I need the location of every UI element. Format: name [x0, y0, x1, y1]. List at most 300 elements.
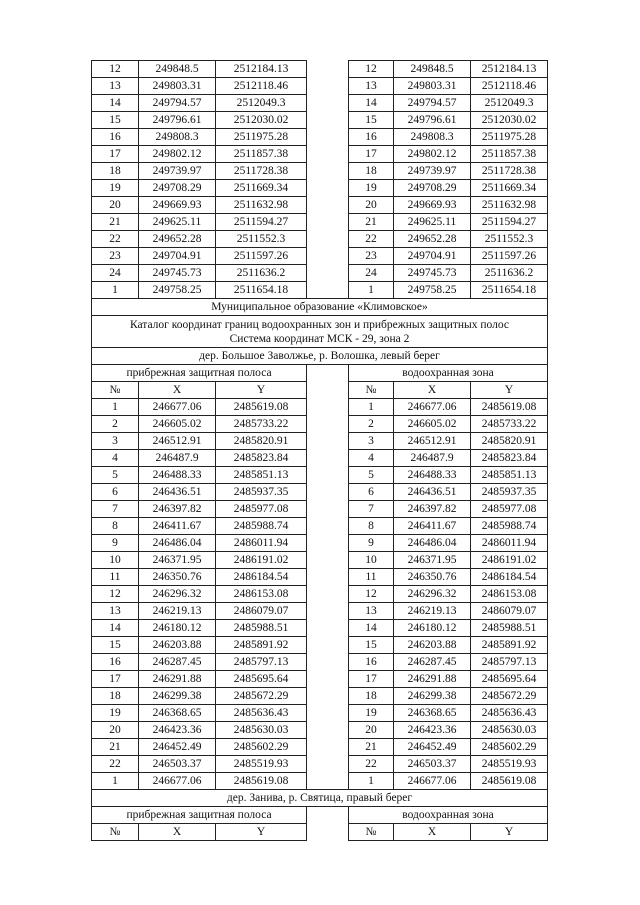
document-page [91, 60, 547, 841]
point-num: 22 [349, 756, 394, 773]
table-spacer [307, 248, 349, 265]
x-value: 246397.82 [139, 501, 216, 518]
table-spacer [307, 231, 349, 248]
col-header-num: № [92, 824, 139, 841]
point-num: 11 [92, 569, 139, 586]
point-num: 12 [92, 61, 139, 78]
point-num: 17 [349, 146, 394, 163]
y-value: 2511636.2 [471, 265, 548, 282]
x-value: 246299.38 [139, 688, 216, 705]
section2-title: дер. Занива, р. Святица, правый берег [92, 790, 548, 807]
table-row [92, 467, 548, 484]
col-header-num: № [92, 382, 139, 399]
y-value: 2485695.64 [471, 671, 548, 688]
point-num: 1 [349, 282, 394, 299]
x-value: 246411.67 [139, 518, 216, 535]
table-row [92, 129, 548, 146]
x-value: 249808.3 [394, 129, 471, 146]
point-num: 1 [92, 773, 139, 790]
y-value: 2511669.34 [471, 180, 548, 197]
x-value: 246488.33 [394, 467, 471, 484]
point-num: 5 [349, 467, 394, 484]
point-num: 7 [92, 501, 139, 518]
y-value: 2485519.93 [471, 756, 548, 773]
x-value: 249745.73 [139, 265, 216, 282]
x-value: 249808.3 [139, 129, 216, 146]
y-value: 2485937.35 [216, 484, 307, 501]
point-num: 10 [349, 552, 394, 569]
x-value: 246397.82 [394, 501, 471, 518]
y-value: 2512118.46 [216, 78, 307, 95]
x-value: 249708.29 [394, 180, 471, 197]
x-value: 246436.51 [139, 484, 216, 501]
section1-title: дер. Большое Заволжье, р. Волошка, левый берег [92, 348, 548, 365]
point-num: 7 [349, 501, 394, 518]
point-num: 16 [92, 654, 139, 671]
table-spacer [307, 78, 349, 95]
y-value: 2511728.38 [216, 163, 307, 180]
x-value: 246423.36 [139, 722, 216, 739]
point-num: 12 [92, 586, 139, 603]
y-value: 2511857.38 [216, 146, 307, 163]
x-value: 249625.11 [139, 214, 216, 231]
x-value: 246291.88 [139, 671, 216, 688]
table-row [92, 146, 548, 163]
y-value: 2485602.29 [471, 739, 548, 756]
col-header-y: Y [471, 824, 548, 841]
x-value: 246350.76 [139, 569, 216, 586]
table-row [92, 163, 548, 180]
x-value: 246677.06 [394, 773, 471, 790]
x-value: 249848.5 [139, 61, 216, 78]
col-header-x: X [394, 382, 471, 399]
table-row [92, 61, 548, 78]
y-value: 2485619.08 [471, 399, 548, 416]
x-value: 246180.12 [139, 620, 216, 637]
y-value: 2485820.91 [216, 433, 307, 450]
table-spacer [307, 535, 349, 552]
x-value: 246219.13 [394, 603, 471, 620]
point-num: 19 [349, 180, 394, 197]
table-row [92, 112, 548, 129]
x-value: 246371.95 [394, 552, 471, 569]
section2-right-label: водоохранная зона [349, 807, 548, 824]
table-spacer [307, 773, 349, 790]
y-value: 2485695.64 [216, 671, 307, 688]
point-num: 11 [349, 569, 394, 586]
x-value: 246503.37 [139, 756, 216, 773]
y-value: 2485851.13 [471, 467, 548, 484]
y-value: 2511636.2 [216, 265, 307, 282]
table-row [92, 78, 548, 95]
point-num: 14 [349, 620, 394, 637]
point-num: 19 [349, 705, 394, 722]
catalog-line-2: Система координат МСК - 29, зона 2 [229, 332, 410, 345]
point-num: 18 [349, 163, 394, 180]
point-num: 10 [92, 552, 139, 569]
x-value: 246368.65 [394, 705, 471, 722]
table-row [92, 773, 548, 790]
table-spacer [307, 756, 349, 773]
table-spacer [307, 824, 349, 841]
table-row [92, 484, 548, 501]
x-value: 246677.06 [139, 399, 216, 416]
table-spacer [307, 61, 349, 78]
table-row [92, 450, 548, 467]
point-num: 22 [349, 231, 394, 248]
x-value: 249796.61 [394, 112, 471, 129]
y-value: 2511632.98 [471, 197, 548, 214]
y-value: 2485820.91 [471, 433, 548, 450]
table-row [92, 282, 548, 299]
y-value: 2485988.74 [471, 518, 548, 535]
section1-left-label: прибрежная защитная полоса [92, 365, 307, 382]
col-header-num: № [349, 824, 394, 841]
x-value: 246488.33 [139, 467, 216, 484]
table-spacer [307, 112, 349, 129]
point-num: 18 [92, 163, 139, 180]
point-num: 15 [349, 112, 394, 129]
point-num: 21 [92, 739, 139, 756]
x-value: 249796.61 [139, 112, 216, 129]
table-spacer [307, 416, 349, 433]
x-value: 246411.67 [394, 518, 471, 535]
y-value: 2512184.13 [216, 61, 307, 78]
x-value: 246677.06 [394, 399, 471, 416]
table-row [92, 620, 548, 637]
point-num: 1 [349, 399, 394, 416]
point-num: 2 [92, 416, 139, 433]
x-value: 246452.49 [139, 739, 216, 756]
x-value: 249802.12 [394, 146, 471, 163]
table-spacer [307, 180, 349, 197]
point-num: 21 [349, 214, 394, 231]
x-value: 249794.57 [139, 95, 216, 112]
y-value: 2512030.02 [216, 112, 307, 129]
x-value: 246350.76 [394, 569, 471, 586]
point-num: 22 [92, 756, 139, 773]
point-num: 9 [92, 535, 139, 552]
x-value: 249669.93 [139, 197, 216, 214]
table-spacer [307, 722, 349, 739]
point-num: 12 [349, 61, 394, 78]
y-value: 2511594.27 [471, 214, 548, 231]
table-row [92, 586, 548, 603]
catalog-line-1: Каталог координат границ водоохранных зон и прибрежных защитных полос [129, 318, 510, 331]
table-spacer [307, 569, 349, 586]
col-header-x: X [139, 382, 216, 399]
x-value: 246486.04 [394, 535, 471, 552]
table-row [92, 180, 548, 197]
municipality-title: Муниципальное образование «Климовское» [92, 299, 548, 316]
y-value: 2485851.13 [216, 467, 307, 484]
table-spacer [307, 382, 349, 399]
col-header-x: X [394, 824, 471, 841]
x-value: 246296.32 [394, 586, 471, 603]
point-num: 20 [92, 197, 139, 214]
point-num: 19 [92, 705, 139, 722]
y-value: 2511632.98 [216, 197, 307, 214]
y-value: 2486079.07 [216, 603, 307, 620]
table-row [92, 552, 548, 569]
x-value: 246291.88 [394, 671, 471, 688]
point-num: 1 [349, 773, 394, 790]
point-num: 2 [349, 416, 394, 433]
section1-right-label: водоохранная зона [349, 365, 548, 382]
point-num: 8 [92, 518, 139, 535]
table-row [92, 265, 548, 282]
point-num: 20 [92, 722, 139, 739]
table-spacer [307, 637, 349, 654]
y-value: 2486191.02 [216, 552, 307, 569]
x-value: 249625.11 [394, 214, 471, 231]
point-num: 1 [92, 282, 139, 299]
y-value: 2485937.35 [471, 484, 548, 501]
y-value: 2485619.08 [216, 399, 307, 416]
x-value: 246512.91 [139, 433, 216, 450]
col-header-x: X [139, 824, 216, 841]
point-num: 15 [349, 637, 394, 654]
table-spacer [307, 518, 349, 535]
y-value: 2485630.03 [471, 722, 548, 739]
point-num: 13 [92, 603, 139, 620]
table-spacer [307, 467, 349, 484]
x-value: 249704.91 [139, 248, 216, 265]
table-spacer [307, 399, 349, 416]
x-value: 246299.38 [394, 688, 471, 705]
x-value: 246677.06 [139, 773, 216, 790]
point-num: 12 [349, 586, 394, 603]
point-num: 3 [92, 433, 139, 450]
table-spacer [307, 586, 349, 603]
x-value: 246486.04 [139, 535, 216, 552]
table-row [92, 433, 548, 450]
x-value: 246487.9 [139, 450, 216, 467]
point-num: 22 [92, 231, 139, 248]
point-num: 15 [92, 637, 139, 654]
table-spacer [307, 450, 349, 467]
y-value: 2485672.29 [471, 688, 548, 705]
y-value: 2486079.07 [471, 603, 548, 620]
table-spacer [307, 146, 349, 163]
y-value: 2485988.51 [216, 620, 307, 637]
table-row [92, 197, 548, 214]
table-spacer [307, 501, 349, 518]
table-row [92, 739, 548, 756]
point-num: 21 [349, 739, 394, 756]
y-value: 2485891.92 [216, 637, 307, 654]
table-spacer [307, 603, 349, 620]
y-value: 2512118.46 [471, 78, 548, 95]
y-value: 2512049.3 [216, 95, 307, 112]
section1-rows [92, 399, 548, 790]
y-value: 2485988.51 [471, 620, 548, 637]
y-value: 2485619.08 [216, 773, 307, 790]
table-spacer [307, 365, 349, 382]
y-value: 2512030.02 [471, 112, 548, 129]
y-value: 2511597.26 [471, 248, 548, 265]
y-value: 2485672.29 [216, 688, 307, 705]
point-num: 4 [349, 450, 394, 467]
y-value: 2511975.28 [471, 129, 548, 146]
y-value: 2485891.92 [471, 637, 548, 654]
point-num: 16 [92, 129, 139, 146]
x-value: 246605.02 [394, 416, 471, 433]
y-value: 2485636.43 [216, 705, 307, 722]
point-num: 18 [349, 688, 394, 705]
point-num: 20 [349, 197, 394, 214]
point-num: 15 [92, 112, 139, 129]
point-num: 5 [92, 467, 139, 484]
table-row [92, 95, 548, 112]
x-value: 246371.95 [139, 552, 216, 569]
y-value: 2485823.84 [216, 450, 307, 467]
table-spacer [307, 654, 349, 671]
point-num: 1 [92, 399, 139, 416]
point-num: 6 [92, 484, 139, 501]
point-num: 19 [92, 180, 139, 197]
table-row [92, 654, 548, 671]
table-spacer [307, 163, 349, 180]
y-value: 2511654.18 [471, 282, 548, 299]
x-value: 246180.12 [394, 620, 471, 637]
col-header-num: № [349, 382, 394, 399]
table-row [92, 688, 548, 705]
point-num: 17 [92, 671, 139, 688]
table-row [92, 416, 548, 433]
table-row [92, 535, 548, 552]
catalog-title [92, 316, 548, 348]
col-header-y: Y [471, 382, 548, 399]
col-header-y: Y [216, 824, 307, 841]
y-value: 2485797.13 [471, 654, 548, 671]
x-value: 249704.91 [394, 248, 471, 265]
y-value: 2485988.74 [216, 518, 307, 535]
table-row [92, 671, 548, 688]
x-value: 246605.02 [139, 416, 216, 433]
y-value: 2512184.13 [471, 61, 548, 78]
point-num: 24 [92, 265, 139, 282]
point-num: 23 [349, 248, 394, 265]
x-value: 246368.65 [139, 705, 216, 722]
y-value: 2511654.18 [216, 282, 307, 299]
point-num: 16 [349, 654, 394, 671]
x-value: 249803.31 [394, 78, 471, 95]
y-value: 2485630.03 [216, 722, 307, 739]
table-spacer [307, 484, 349, 501]
x-value: 246287.45 [139, 654, 216, 671]
y-value: 2486191.02 [471, 552, 548, 569]
table-spacer [307, 620, 349, 637]
point-num: 14 [92, 620, 139, 637]
point-num: 13 [349, 603, 394, 620]
table-row [92, 248, 548, 265]
y-value: 2485797.13 [216, 654, 307, 671]
point-num: 6 [349, 484, 394, 501]
y-value: 2486153.08 [216, 586, 307, 603]
y-value: 2485602.29 [216, 739, 307, 756]
point-num: 8 [349, 518, 394, 535]
table-row [92, 756, 548, 773]
x-value: 249758.25 [139, 282, 216, 299]
table-spacer [307, 671, 349, 688]
table-spacer [307, 739, 349, 756]
point-num: 16 [349, 129, 394, 146]
point-num: 14 [349, 95, 394, 112]
x-value: 249669.93 [394, 197, 471, 214]
x-value: 246487.9 [394, 450, 471, 467]
point-num: 9 [349, 535, 394, 552]
y-value: 2485636.43 [471, 705, 548, 722]
point-num: 13 [92, 78, 139, 95]
x-value: 246503.37 [394, 756, 471, 773]
col-header-y: Y [216, 382, 307, 399]
table-spacer [307, 95, 349, 112]
x-value: 249803.31 [139, 78, 216, 95]
point-num: 17 [92, 146, 139, 163]
table-row [92, 214, 548, 231]
y-value: 2511975.28 [216, 129, 307, 146]
y-value: 2511728.38 [471, 163, 548, 180]
y-value: 2486184.54 [471, 569, 548, 586]
y-value: 2485519.93 [216, 756, 307, 773]
x-value: 249652.28 [394, 231, 471, 248]
y-value: 2511552.3 [216, 231, 307, 248]
x-value: 246512.91 [394, 433, 471, 450]
x-value: 249708.29 [139, 180, 216, 197]
coordinates-table [91, 60, 548, 841]
table-spacer [307, 282, 349, 299]
table-spacer [307, 688, 349, 705]
y-value: 2485823.84 [471, 450, 548, 467]
x-value: 249739.97 [394, 163, 471, 180]
table-row [92, 705, 548, 722]
y-value: 2485619.08 [471, 773, 548, 790]
point-num: 4 [92, 450, 139, 467]
x-value: 249758.25 [394, 282, 471, 299]
y-value: 2485733.22 [471, 416, 548, 433]
y-value: 2485733.22 [216, 416, 307, 433]
table-row [92, 569, 548, 586]
point-num: 24 [349, 265, 394, 282]
table-spacer [307, 214, 349, 231]
table-row [92, 501, 548, 518]
x-value: 249739.97 [139, 163, 216, 180]
x-value: 246287.45 [394, 654, 471, 671]
point-num: 18 [92, 688, 139, 705]
x-value: 246203.88 [394, 637, 471, 654]
y-value: 2512049.3 [471, 95, 548, 112]
table-spacer [307, 197, 349, 214]
table-row [92, 637, 548, 654]
y-value: 2511552.3 [471, 231, 548, 248]
x-value: 249794.57 [394, 95, 471, 112]
point-num: 23 [92, 248, 139, 265]
top-rows [92, 61, 548, 299]
point-num: 17 [349, 671, 394, 688]
x-value: 246203.88 [139, 637, 216, 654]
table-spacer [307, 433, 349, 450]
section2-left-label: прибрежная защитная полоса [92, 807, 307, 824]
table-row [92, 518, 548, 535]
y-value: 2485977.08 [216, 501, 307, 518]
point-num: 21 [92, 214, 139, 231]
x-value: 249848.5 [394, 61, 471, 78]
table-row [92, 722, 548, 739]
table-spacer [307, 129, 349, 146]
point-num: 20 [349, 722, 394, 739]
x-value: 249802.12 [139, 146, 216, 163]
